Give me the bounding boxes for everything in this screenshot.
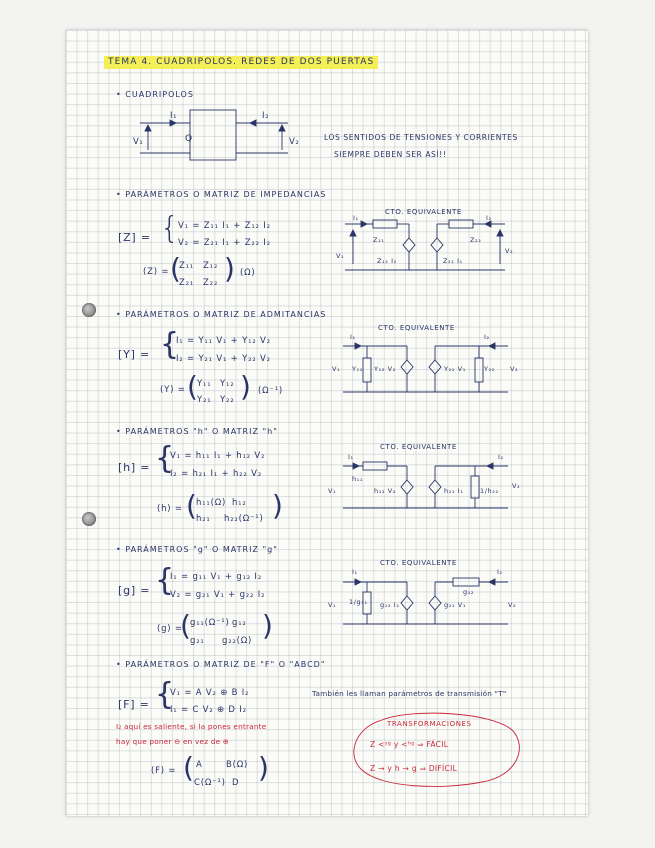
h-equation-2: I₂ = h₂₁ I₁ + h₂₂ V₂: [170, 469, 262, 479]
circuit-label: Y₁₁: [352, 365, 363, 373]
page-title: TEMA 4. CUADRIPOLOS. REDES DE DOS PUERTAS: [104, 56, 378, 69]
circuit-title: CTO. EQUIVALENTE: [380, 443, 457, 451]
paren: ): [224, 252, 236, 285]
h-symbol: [h] =: [118, 461, 151, 474]
z-matrix-lhs: (Z) =: [143, 267, 170, 277]
transformations-easy: Z <ʸᵍ y <ʰᵍ ⇒ FÁCIL: [370, 740, 449, 749]
f-matrix-cell: B(Ω): [226, 760, 249, 770]
f-equation-1: V₁ = A V₂ ⊕ B I₂: [170, 688, 250, 698]
circuit-label: V₂: [508, 601, 517, 609]
z-matrix-cell: Z₁₁: [179, 261, 195, 271]
g-matrix-cell: g₂₁: [190, 636, 205, 646]
quadripole-label: Q: [185, 134, 193, 144]
binder-hole: [82, 303, 96, 317]
red-note: I₂ aquí es saliente, si la pones entrante: [116, 722, 267, 731]
circuit-label: V₁: [328, 487, 337, 495]
circuit-label: Z₂₁ I₁: [443, 257, 463, 265]
paren: (: [180, 609, 192, 642]
circuit-label: V₁: [332, 365, 341, 373]
g-matrix-cell: g₂₂(Ω): [222, 636, 253, 646]
y-equation-2: I₂ = Y₂₁ V₁ + Y₂₂ V₂: [176, 354, 271, 364]
circuit-label: 1/h₂₂: [480, 487, 499, 495]
brace: {: [155, 677, 175, 712]
paren: (: [170, 252, 182, 285]
section-heading-impedances: • PARÁMETROS O MATRIZ DE IMPEDANCIAS: [116, 190, 327, 199]
circuit-label: h₂₁ I₁: [444, 487, 464, 495]
circuit-label: h₁₁: [352, 475, 364, 483]
z-equation-2: V₂ = Z₂₁ I₁ + Z₂₂ I₂: [178, 238, 271, 248]
g-equation-1: I₁ = g₁₁ V₁ + g₁₂ I₂: [170, 572, 262, 582]
circuit-label: V₂: [505, 247, 514, 255]
circuit-label: I₁: [350, 333, 356, 341]
g-equation-2: V₂ = g₂₁ V₁ + g₂₂ I₂: [170, 590, 266, 600]
red-note: hay que poner ⊖ en vez de ⊕: [116, 737, 230, 746]
circuit-label: Y₁₂ V₂: [374, 365, 396, 373]
brace: {: [160, 327, 180, 362]
label-i2: I₂: [262, 111, 270, 121]
label-v2: V₂: [289, 137, 300, 147]
g-matrix-lhs: (g) =: [157, 624, 183, 634]
circuit-label: Z₁₂ I₂: [377, 257, 397, 265]
y-equation-1: I₁ = Y₁₁ V₁ + Y₁₂ V₂: [176, 336, 271, 346]
sign-convention-note: LOS SENTIDOS DE TENSIONES Y CORRIENTES: [324, 133, 518, 142]
binder-hole: [82, 512, 96, 526]
circuit-label: g₂₂: [463, 588, 475, 596]
circuit-title: CTO. EQUIVALENTE: [378, 324, 455, 332]
label-i1: I₁: [170, 111, 178, 121]
z-equation-1: V₁ = Z₁₁ I₁ + Z₁₂ I₂: [178, 221, 271, 231]
circuit-label: I₁: [352, 568, 358, 576]
circuit-label: V₁: [336, 252, 345, 260]
y-matrix-cell: Y₁₁: [197, 379, 212, 389]
f-matrix-lhs: (F) =: [151, 766, 177, 776]
paren: (: [186, 489, 198, 522]
circuit-label: I₂: [498, 453, 504, 461]
quadripole-diagram: [130, 105, 310, 175]
circuit-title: CTO. EQUIVALENTE: [385, 208, 462, 216]
y-matrix-cell: Y₂₁: [197, 395, 212, 405]
y-unit: (Ω⁻¹): [258, 386, 284, 396]
circuit-label: V₂: [510, 365, 519, 373]
h-matrix-cell: h₁₂: [232, 498, 247, 508]
y-matrix-cell: Y₁₂: [220, 379, 235, 389]
paren: ): [258, 751, 270, 784]
transformations-hard: Z → y h → g ⇒ DIFÍCIL: [370, 764, 458, 773]
brace: {: [160, 211, 180, 246]
brace: {: [155, 441, 175, 476]
section-heading-abcd: • PARÁMETROS O MATRIZ DE "F" O "ABCD": [116, 660, 326, 669]
brace: {: [155, 563, 175, 598]
g-symbol: [g] =: [118, 584, 151, 597]
label-v1: V₁: [133, 137, 144, 147]
f-matrix-cell: A: [196, 760, 203, 770]
f-matrix-cell: C(Ω⁻¹): [194, 778, 226, 788]
circuit-label: Y₂₁ V₁: [444, 365, 466, 373]
f-equation-2: I₁ = C V₂ ⊕ D I₂: [170, 705, 247, 715]
z-matrix-cell: Z₂₂: [203, 278, 219, 288]
g-matrix-cell: g₁₂: [232, 618, 247, 628]
circuit-title: CTO. EQUIVALENTE: [380, 559, 457, 567]
z-symbol: [Z] =: [118, 231, 151, 244]
section-heading-h: • PARÁMETROS "h" O MATRIZ "h": [116, 427, 278, 436]
circuit-label: g₂₁ V₁: [444, 601, 467, 609]
transformations-title: TRANSFORMACIONES: [387, 720, 472, 728]
paren: ): [272, 489, 284, 522]
z-equivalent-circuit: [345, 218, 510, 278]
circuit-label: Z₁₁: [373, 236, 385, 244]
y-symbol: [Y] =: [118, 348, 151, 361]
circuit-label: I₁: [348, 453, 354, 461]
circuit-label: V₁: [328, 601, 337, 609]
paren: (: [187, 370, 199, 403]
sign-convention-note: SIEMPRE DEBEN SER ASÍ!!: [334, 150, 447, 159]
y-matrix-cell: Y₂₂: [220, 395, 235, 405]
g-equivalent-circuit: [343, 576, 513, 631]
paren: ): [262, 609, 274, 642]
y-matrix-lhs: (Y) =: [160, 385, 186, 395]
h-matrix-cell: h₁₁(Ω): [196, 498, 227, 508]
h-matrix-lhs: (h) =: [157, 504, 183, 514]
g-matrix-cell: g₁₁(Ω⁻¹): [190, 618, 230, 628]
circuit-label: I₂: [486, 214, 492, 222]
circuit-label: Z₂₂: [470, 236, 482, 244]
circuit-label: I₂: [497, 568, 503, 576]
z-matrix-cell: Z₂₁: [179, 278, 195, 288]
f-symbol: [F] =: [118, 698, 150, 711]
circuit-label: g₁₂ I₂: [380, 601, 400, 609]
transmission-note: También les llaman parámetros de transmisión "T": [312, 689, 507, 698]
section-heading-g: • PARÁMETROS "g" O MATRIZ "g": [116, 545, 278, 554]
z-unit: (Ω): [240, 268, 256, 278]
z-matrix-cell: Z₁₂: [203, 261, 219, 271]
circuit-label: Y₂₂: [484, 365, 495, 373]
circuit-label: 1/g₁₁: [349, 598, 368, 606]
circuit-label: V₂: [512, 482, 521, 490]
circuit-label: I₁: [353, 214, 359, 222]
section-heading-cuadripolos: • CUADRIPOLOS: [116, 90, 194, 99]
circuit-label: I₂: [484, 333, 490, 341]
circuit-label: h₁₂ V₂: [374, 487, 397, 495]
h-equation-1: V₁ = h₁₁ I₁ + h₁₂ V₂: [170, 451, 266, 461]
h-matrix-cell: h₂₁: [196, 514, 211, 524]
paren: (: [183, 751, 195, 784]
section-heading-admittances: • PARÁMETROS O MATRIZ DE ADMITANCIAS: [116, 310, 327, 319]
f-matrix-cell: D: [232, 778, 240, 788]
h-matrix-cell: h₂₂(Ω⁻¹): [224, 514, 264, 524]
paren: ): [240, 370, 252, 403]
